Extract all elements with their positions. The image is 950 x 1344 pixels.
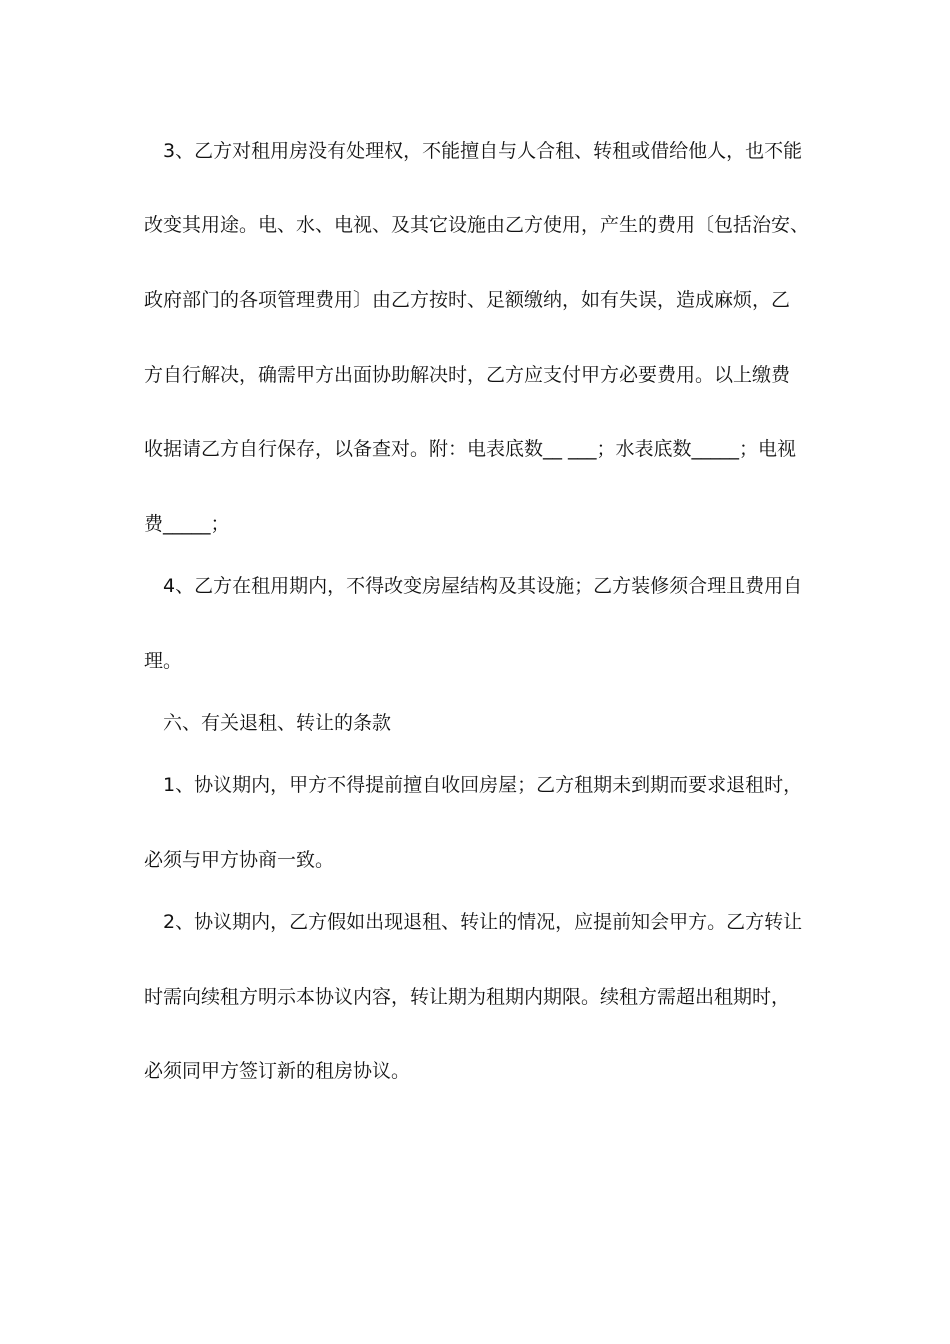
clause-3-line-2: 改变其用途。电、水、电视、及其它设施由乙方使用，产生的费用〔包括治安、: [144, 214, 810, 236]
section-6-clause-2-line-1: 2、协议期内，乙方假如出现退租、转让的情况，应提前知会甲方。乙方转让: [163, 911, 803, 933]
clause-3-line-5: 收据请乙方自行保存，以备查对。附：电表底数__ ___；水表底数_____；电视: [144, 438, 797, 460]
section-6-heading: 六、有关退租、转让的条款: [163, 712, 392, 734]
clause-3-line-3: 政府部门的各项管理费用〕由乙方按时、足额缴纳，如有失误，造成麻烦，乙: [144, 289, 791, 311]
clause-4-line-2: 理。: [144, 650, 183, 672]
section-6-clause-1-line-2: 必须与甲方协商一致。: [144, 849, 335, 871]
section-6-clause-1-line-1: 1、协议期内，甲方不得提前擅自收回房屋；乙方租期未到期而要求退租时，: [163, 774, 803, 796]
section-6-clause-2-line-3: 必须同甲方签订新的租房协议。: [144, 1060, 411, 1082]
section-6-clause-2-line-2: 时需向续租方明示本协议内容，转让期为租期内期限。续租方需超出租期时，: [144, 986, 791, 1008]
clause-3-line-4: 方自行解决，确需甲方出面协助解决时，乙方应支付甲方必要费用。以上缴费: [144, 364, 791, 386]
clause-3-line-1: 3、乙方对租用房没有处理权，不能擅自与人合租、转租或借给他人，也不能: [163, 140, 803, 162]
clause-4-line-1: 4、乙方在租用期内，不得改变房屋结构及其设施；乙方装修须合理且费用自: [163, 575, 803, 597]
clause-3-line-6: 费_____；: [144, 513, 230, 535]
